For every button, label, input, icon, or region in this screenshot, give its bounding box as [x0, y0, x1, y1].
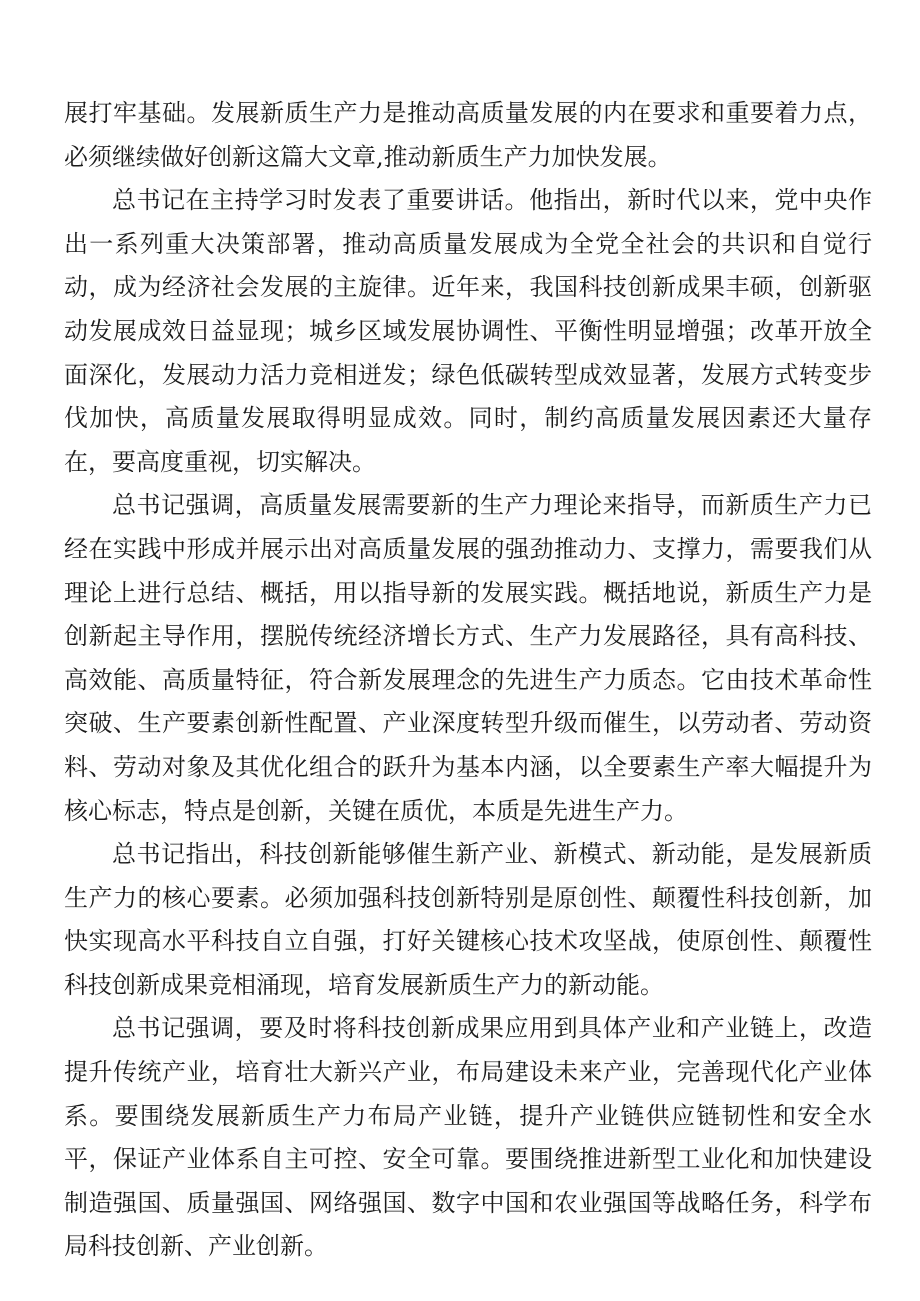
- paragraph-industry-application: 总书记强调，要及时将科技创新成果应用到具体产业和产业链上，改造提升传统产业，培育壮大新兴产业，布局建设未来产业，完善现代化产业体系。要围绕发展新质生产力布局产业链，提升产业链供应链韧性和安全水平，保证产业体系自主可控、安全可靠。要围绕推进新型工业化和加快建设制造强国、质量强国、网络强国、数字中国和农业强国等战略任务，科学布局科技创新、产业创新。: [64, 1014, 872, 1261]
- paragraph-tech-innovation-core: 总书记指出，科技创新能够催生新产业、新模式、新动能，是发展新质生产力的核心要素。必须加强科技创新特别是原创性、颠覆性科技创新，加快实现高水平科技自立自强，打好关键核心技术攻坚战，使原创性、颠覆性科技创新成果竞相涌现，培育发展新质生产力的新动能。: [64, 840, 872, 999]
- paragraph-important-speech: 总书记在主持学习时发表了重要讲话。他指出，新时代以来，党中央作出一系列重大决策部署，推动高质量发展成为全党全社会的共识和自觉行动，成为经济社会发展的主旋律。近年来，我国科技创新成果丰硕，创新驱动发展成效日益显现；城乡区域发展协调性、平衡性明显增强；改革开放全面深化，发展动力活力竞相迸发；绿色低碳转型成效显著，发展方式转变步伐加快，高质量发展取得明显成效。同时，制约高质量发展因素还大量存在，要高度重视，切实解决。: [64, 186, 872, 476]
- paragraph-continuation: 展打牢基础。发展新质生产力是推动高质量发展的内在要求和重要着力点，必须继续做好创新这篇大文章,推动新质生产力加快发展。: [64, 99, 872, 171]
- document-body: [64, 92, 872, 1269]
- paragraph-new-productivity-theory: 总书记强调，高质量发展需要新的生产力理论来指导，而新质生产力已经在实践中形成并展示出对高质量发展的强劲推动力、支撑力，需要我们从理论上进行总结、概括，用以指导新的发展实践。概括地说，新质生产力是创新起主导作用，摆脱传统经济增长方式、生产力发展路径，具有高科技、高效能、高质量特征，符合新发展理念的先进生产力质态。它由技术革命性突破、生产要素创新性配置、产业深度转型升级而催生，以劳动者、劳动资料、劳动对象及其优化组合的跃升为基本内涵，以全要素生产率大幅提升为核心标志，特点是创新，关键在质优，本质是先进生产力。: [64, 491, 872, 825]
